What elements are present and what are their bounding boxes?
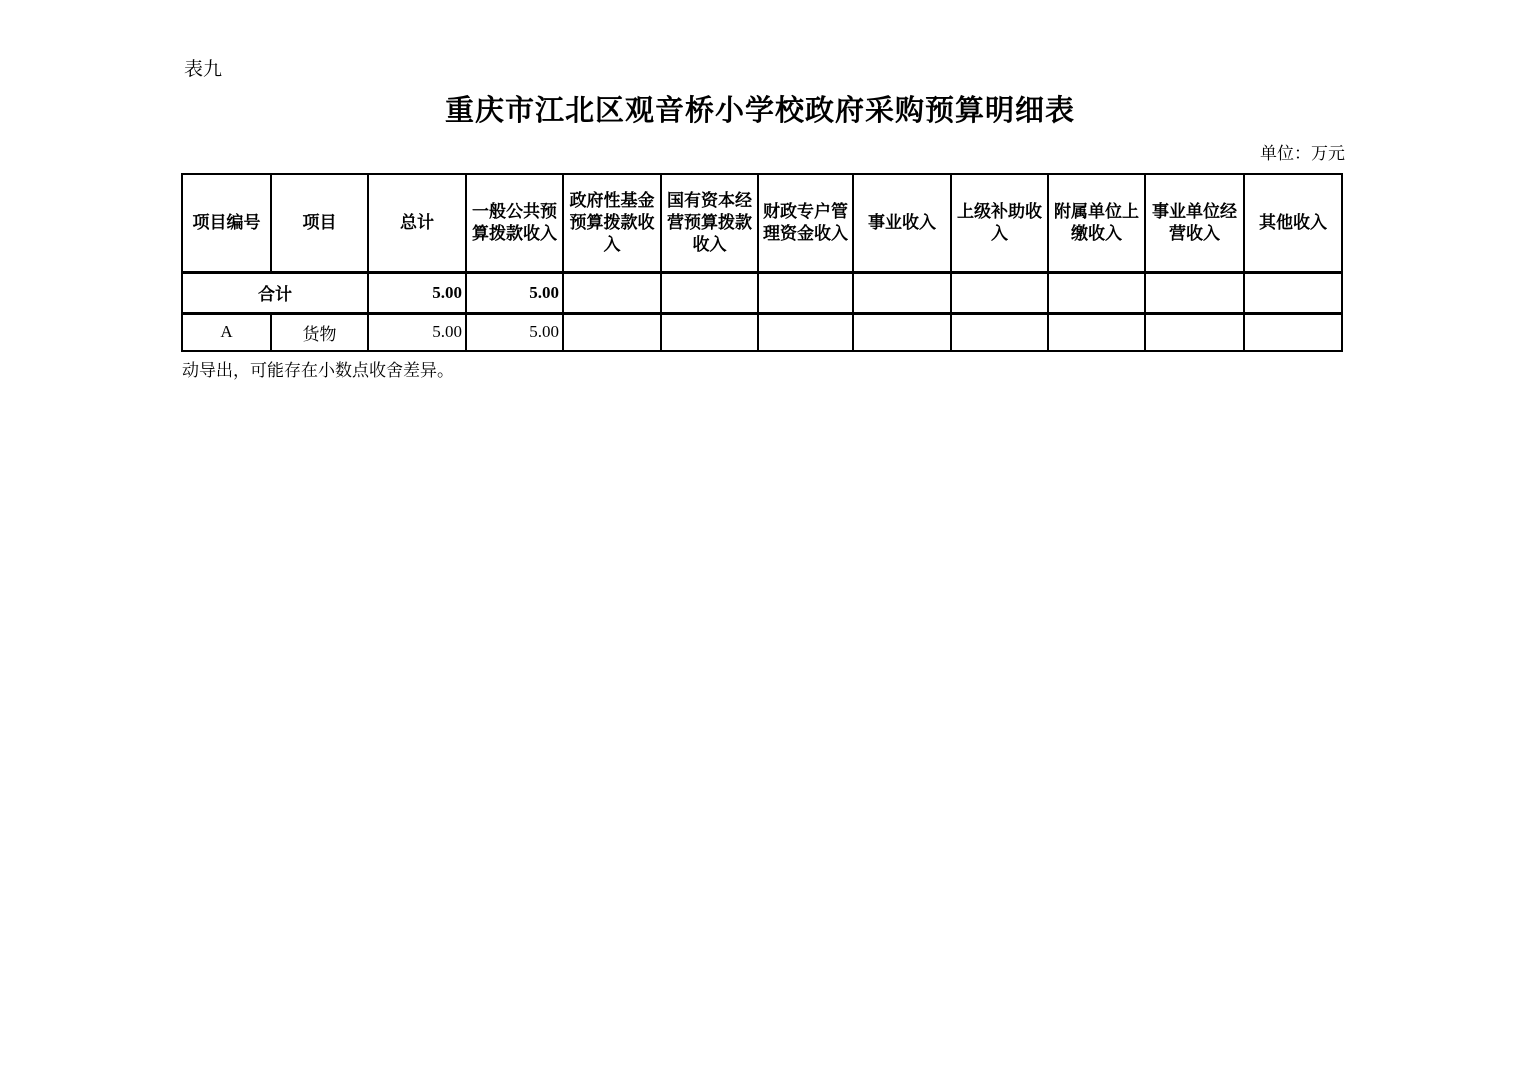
- sheet-label: 表九: [184, 58, 223, 80]
- row-project-code: A: [182, 313, 271, 351]
- total-govt-fund-budget: [563, 272, 661, 313]
- col-header-affiliate-remitted-income: 附属单位上缴收入: [1048, 174, 1145, 272]
- budget-table: [181, 173, 1343, 352]
- footer-note: 动导出，可能存在小数点收舍差异。: [182, 361, 454, 381]
- row-institution-operating-income: [1145, 313, 1244, 351]
- col-header-grand-total: 总计: [368, 174, 466, 272]
- col-header-fiscal-account-funds: 财政专户管理资金收入: [758, 174, 853, 272]
- row-project-name: 货物: [271, 313, 368, 351]
- row-superior-subsidy-income: [951, 313, 1048, 351]
- total-superior-subsidy-income: [951, 272, 1048, 313]
- total-affiliate-remitted-income: [1048, 272, 1145, 313]
- unit-note: 单位：万元: [1260, 144, 1345, 164]
- total-other-income: [1244, 272, 1342, 313]
- total-row: [182, 272, 1342, 313]
- total-grand-total: 5.00: [368, 272, 466, 313]
- col-header-other-income: 其他收入: [1244, 174, 1342, 272]
- header-row: [182, 174, 1342, 272]
- page-title: 重庆市江北区观音桥小学校政府采购预算明细表: [444, 95, 1075, 127]
- col-header-institution-income: 事业收入: [853, 174, 951, 272]
- row-institution-income: [853, 313, 951, 351]
- row-govt-fund-budget: [563, 313, 661, 351]
- col-header-project-code: 项目编号: [182, 174, 271, 272]
- col-header-general-public-budget: 一般公共预算拨款收入: [466, 174, 563, 272]
- col-header-project: 项目: [271, 174, 368, 272]
- total-general-public-budget: 5.00: [466, 272, 563, 313]
- row-general-public-budget: 5.00: [466, 313, 563, 351]
- row-fiscal-account-funds: [758, 313, 853, 351]
- col-header-superior-subsidy-income: 上级补助收入: [951, 174, 1048, 272]
- row-affiliate-remitted-income: [1048, 313, 1145, 351]
- total-fiscal-account-funds: [758, 272, 853, 313]
- total-state-capital-budget: [661, 272, 758, 313]
- total-institution-operating-income: [1145, 272, 1244, 313]
- col-header-state-capital-budget: 国有资本经营预算拨款收入: [661, 174, 758, 272]
- row-state-capital-budget: [661, 313, 758, 351]
- total-institution-income: [853, 272, 951, 313]
- table-row: [182, 313, 1342, 351]
- row-grand-total: 5.00: [368, 313, 466, 351]
- col-header-govt-fund-budget: 政府性基金预算拨款收入: [563, 174, 661, 272]
- total-row-label: 合计: [182, 272, 368, 313]
- col-header-institution-operating-income: 事业单位经营收入: [1145, 174, 1244, 272]
- row-other-income: [1244, 313, 1342, 351]
